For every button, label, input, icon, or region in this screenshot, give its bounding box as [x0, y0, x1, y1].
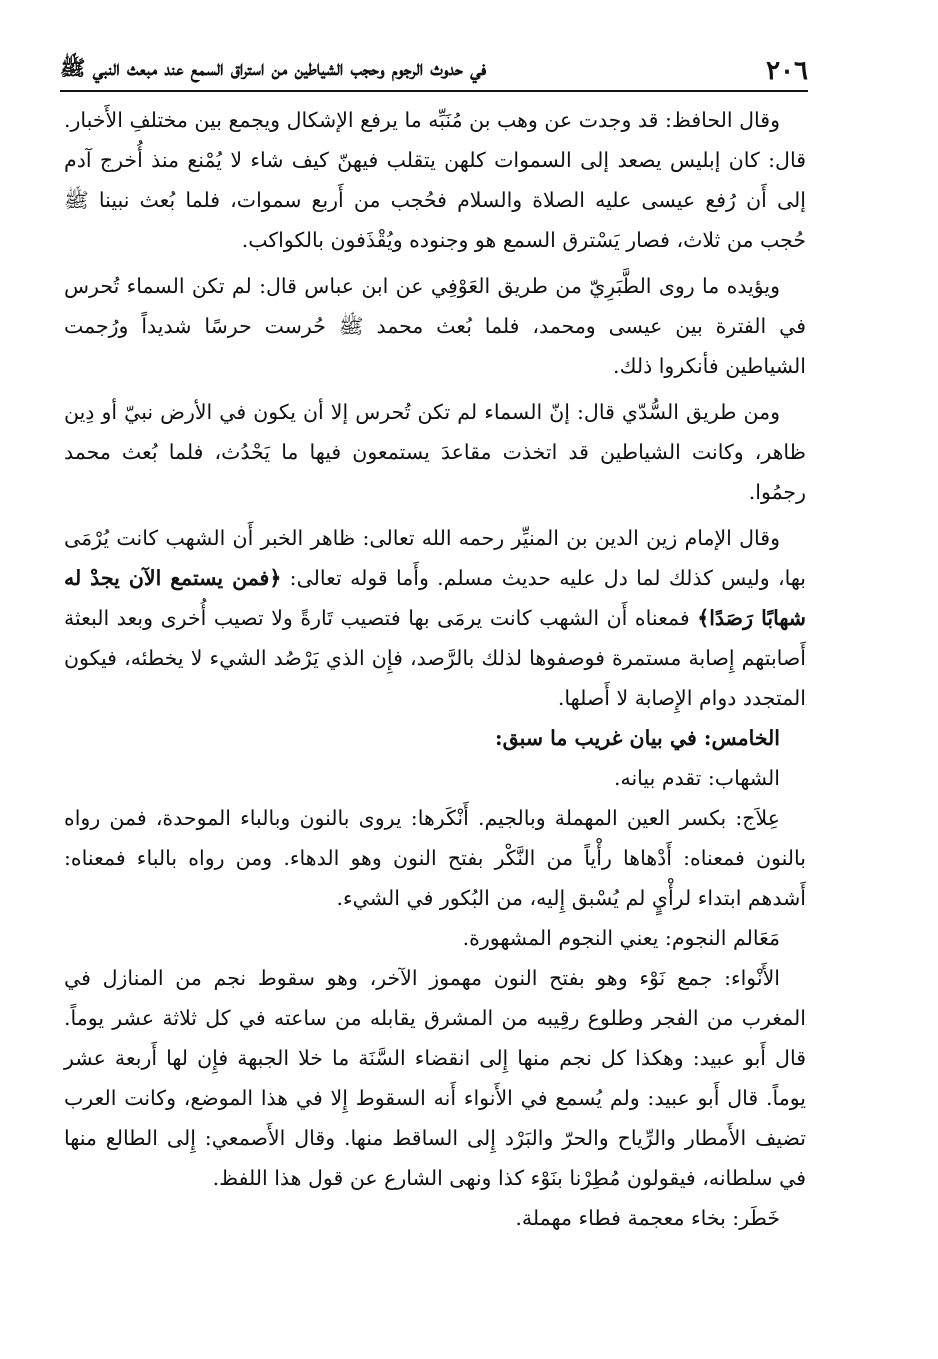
gloss-khatar: خَطَر: بخاء معجمة فطاء مهملة.	[515, 1206, 780, 1230]
paragraph-ibn-munayyir	[64, 518, 806, 718]
page-body	[64, 100, 806, 1238]
gloss-ilaj: عِلاَج: بكسر العين المهملة وبالجيم. أَنْكَرها: يروى بالنون وبالباء الموحدة، فمن رواه بالنون فمعناه: أَدْهاها رأْياً من النَّكْر بفتح النون وهو الدهاء. ومن رواه بالباء فمعناه: أَشدهم ابتداء لرأْيٍ لم يُسْبق إِليه، من البُكور في الشيء.	[64, 806, 806, 910]
gloss-anwa: الأَنْواء: جمع نَوْء وهو بفتح النون مهموز الآخر، وهو سقوط نجم من المنازل في المغرب من الفجر وطلوع رقِيبه من المشرق يقابله من ساعته في كل ثلاثة عشر يوماً. قال أَبو عبيد: وهكذا كل نجم منها إِلى انقضاء السَّنَة ما خلا الجبهة فإِن لها أَربعة عشر يوماً. قال أَبو عبيد: ولم يُسمع في الأَنواء أَنه السقوط إِلا في هذا الموضع، وكانت العرب تضيف الأَمطار والرِّياح والحرّ والبَرْد إِلى الساقط منها. وقال الأَصمعي: إِلى الطالع منها في سلطانه، فيقولون مُطِرْنا بنَوْء كذا ونهى الشارع عن قول هذا اللفظ.	[64, 966, 806, 1190]
gloss-maalim-nujum: مَعَالم النجوم: يعني النجوم المشهورة.	[462, 926, 780, 950]
gloss-shihab: الشهاب: تقدم بيانه.	[613, 766, 780, 790]
quran-verse: ﴿فمن يستمع الآن يجدْ له شهابًا رَصَدًا﴾	[64, 566, 806, 630]
section-heading-gharib: الخامس: في بيان غريب ما سبق:	[495, 726, 780, 750]
paragraph-text-after-verse: فمعناه أَن الشهب كانت يرمَى بها فتصيب تَارةً ولا تصيب أُخرى وبعد البعثة أَصابتهم إِصابة مستمرة فوصفوها لذلك بالرَّصد، فإِن الذي يَرْصُد الشيء لا يخطئه، فيكون المتجدد دوام الإِصابة لا أَصلها.	[64, 606, 806, 710]
paragraph-hafiz-wahb: وقال الحافظ: قد وجدت عن وهب بن مُنَبِّه ما يرفع الإشكال ويجمع بين مختلفِ الأَخبار. قال: كان إبليس يصعد إلى السموات كلهن يتقلب فيهنّ كيف شاء لا يُمْنع منذ أُخرج آدم إلى أَن رُفع عيسى عليه الصلاة والسلام فحُجب من أَربع سموات، فلما بُعث نبينا ﷺ حُجب من ثلاث، فصار يَسْترق السمع هو وجنوده ويُقْذَفون بالكواكب.	[64, 108, 806, 252]
paragraph-tabari-report: ويؤيده ما روى الطَّبَرِيّ من طريق العَوْفِي عن ابن عباس قال: لم تكن السماء تُحرس في الفترة بين عيسى ومحمد، فلما بُعث محمد ﷺ حُرست حرسًا شديداً ورُجمت الشياطين فأنكروا ذلك.	[64, 274, 806, 378]
paragraph-text-before-verse: وقال الإمام زين الدين بن المنيِّر رحمه الله تعالى: ظاهر الخبر أَن الشهب كانت يُرْمَى بها، وليس كذلك لما دل عليه حديث مسلم. وأَما قوله تعالى:	[64, 526, 806, 590]
page-header	[60, 40, 808, 92]
running-title: في حدوث الرجوم وحجب الشياطين من استراق السمع عند مبعث النبي ﷺ	[60, 55, 487, 80]
paragraph-suddi-report: ومن طريق السُّدّي قال: إنّ السماء لم تكن تُحرس إلا أن يكون في الأرض نبيّ أو دِين ظاهر، وكانت الشياطين قد اتخذت مقاعدَ يستمعون فيها ما يَحْدُث، فلما بُعث محمد رجمُوا.	[64, 400, 806, 504]
page-number: ٢٠٦	[766, 56, 808, 86]
